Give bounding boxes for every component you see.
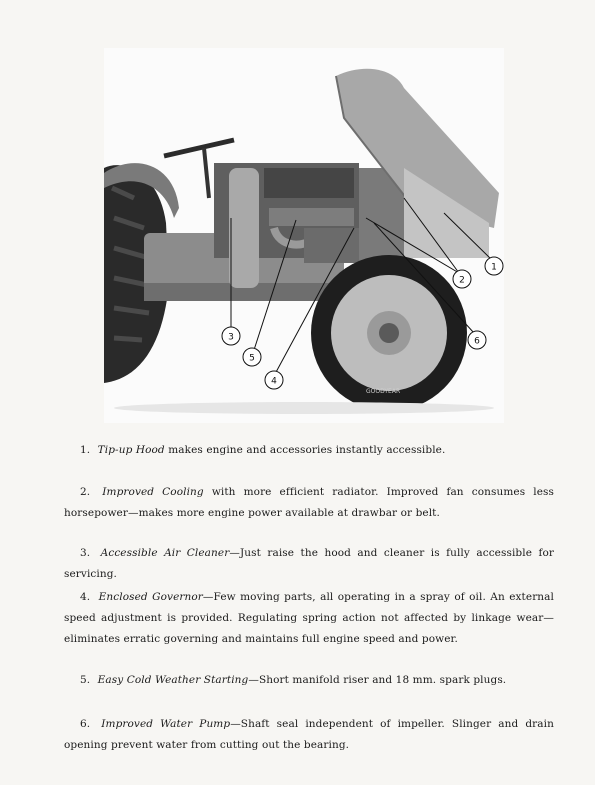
feature-item-2: [64, 482, 554, 524]
feature-title: Tip-up Hood: [97, 444, 165, 456]
feature-title: Accessible Air Cleaner: [100, 547, 230, 559]
feature-title: Enclosed Governor: [98, 591, 203, 603]
feature-number: 3.: [80, 547, 91, 559]
feature-text: makes engine and accessories instantly accessible.: [168, 444, 446, 456]
feature-text: —Just raise the hood and cleaner is fully accessible for servicing.: [64, 547, 554, 580]
feature-text: —Short manifold riser and 18 mm. spark plugs.: [248, 674, 507, 686]
callout-1: [485, 257, 503, 275]
feature-number: 2.: [80, 486, 91, 498]
svg-text:1: 1: [491, 262, 497, 273]
feature-title: Improved Water Pump: [101, 718, 231, 730]
feature-item-5: [64, 670, 554, 691]
feature-number: 5.: [80, 674, 91, 686]
tractor-photo: [104, 48, 504, 423]
feature-number: 1.: [80, 444, 91, 456]
feature-item-1: [64, 440, 554, 461]
feature-title: Improved Cooling: [102, 486, 204, 498]
callout-6: [468, 331, 486, 349]
feature-number: 6.: [80, 718, 91, 730]
callout-5: [243, 348, 261, 366]
feature-number: 4.: [80, 591, 91, 603]
feature-item-6: [64, 714, 554, 756]
svg-text:4: 4: [271, 376, 277, 387]
svg-text:3: 3: [228, 332, 234, 343]
feature-item-3: [64, 543, 554, 585]
air-cleaner: [229, 168, 259, 288]
feature-item-4: [64, 587, 554, 650]
feature-text: —Shaft seal independent of impeller. Slinger and drain opening prevent water from cutting out the bearing.: [64, 718, 554, 751]
svg-text:5: 5: [249, 353, 255, 364]
svg-text:2: 2: [459, 275, 465, 286]
feature-title: Easy Cold Weather Starting: [97, 674, 249, 686]
feature-text: with more efficient radiator. Improved fan consumes less horsepower—makes more engine power available at drawbar or belt.: [64, 486, 554, 519]
feature-text: —Few moving parts, all operating in a spray of oil. An external speed adjustment is provided. Regulating spring action not affected by linkage wear—eliminates erratic governing and maintains full engine speed and power.: [64, 591, 554, 645]
tire-brand-text: GOODYEAR: [366, 388, 401, 395]
callout-3: [222, 327, 240, 345]
callout-2: [453, 270, 471, 288]
tractor-illustration: [104, 48, 504, 423]
callout-4: [265, 371, 283, 389]
svg-text:6: 6: [474, 336, 480, 347]
